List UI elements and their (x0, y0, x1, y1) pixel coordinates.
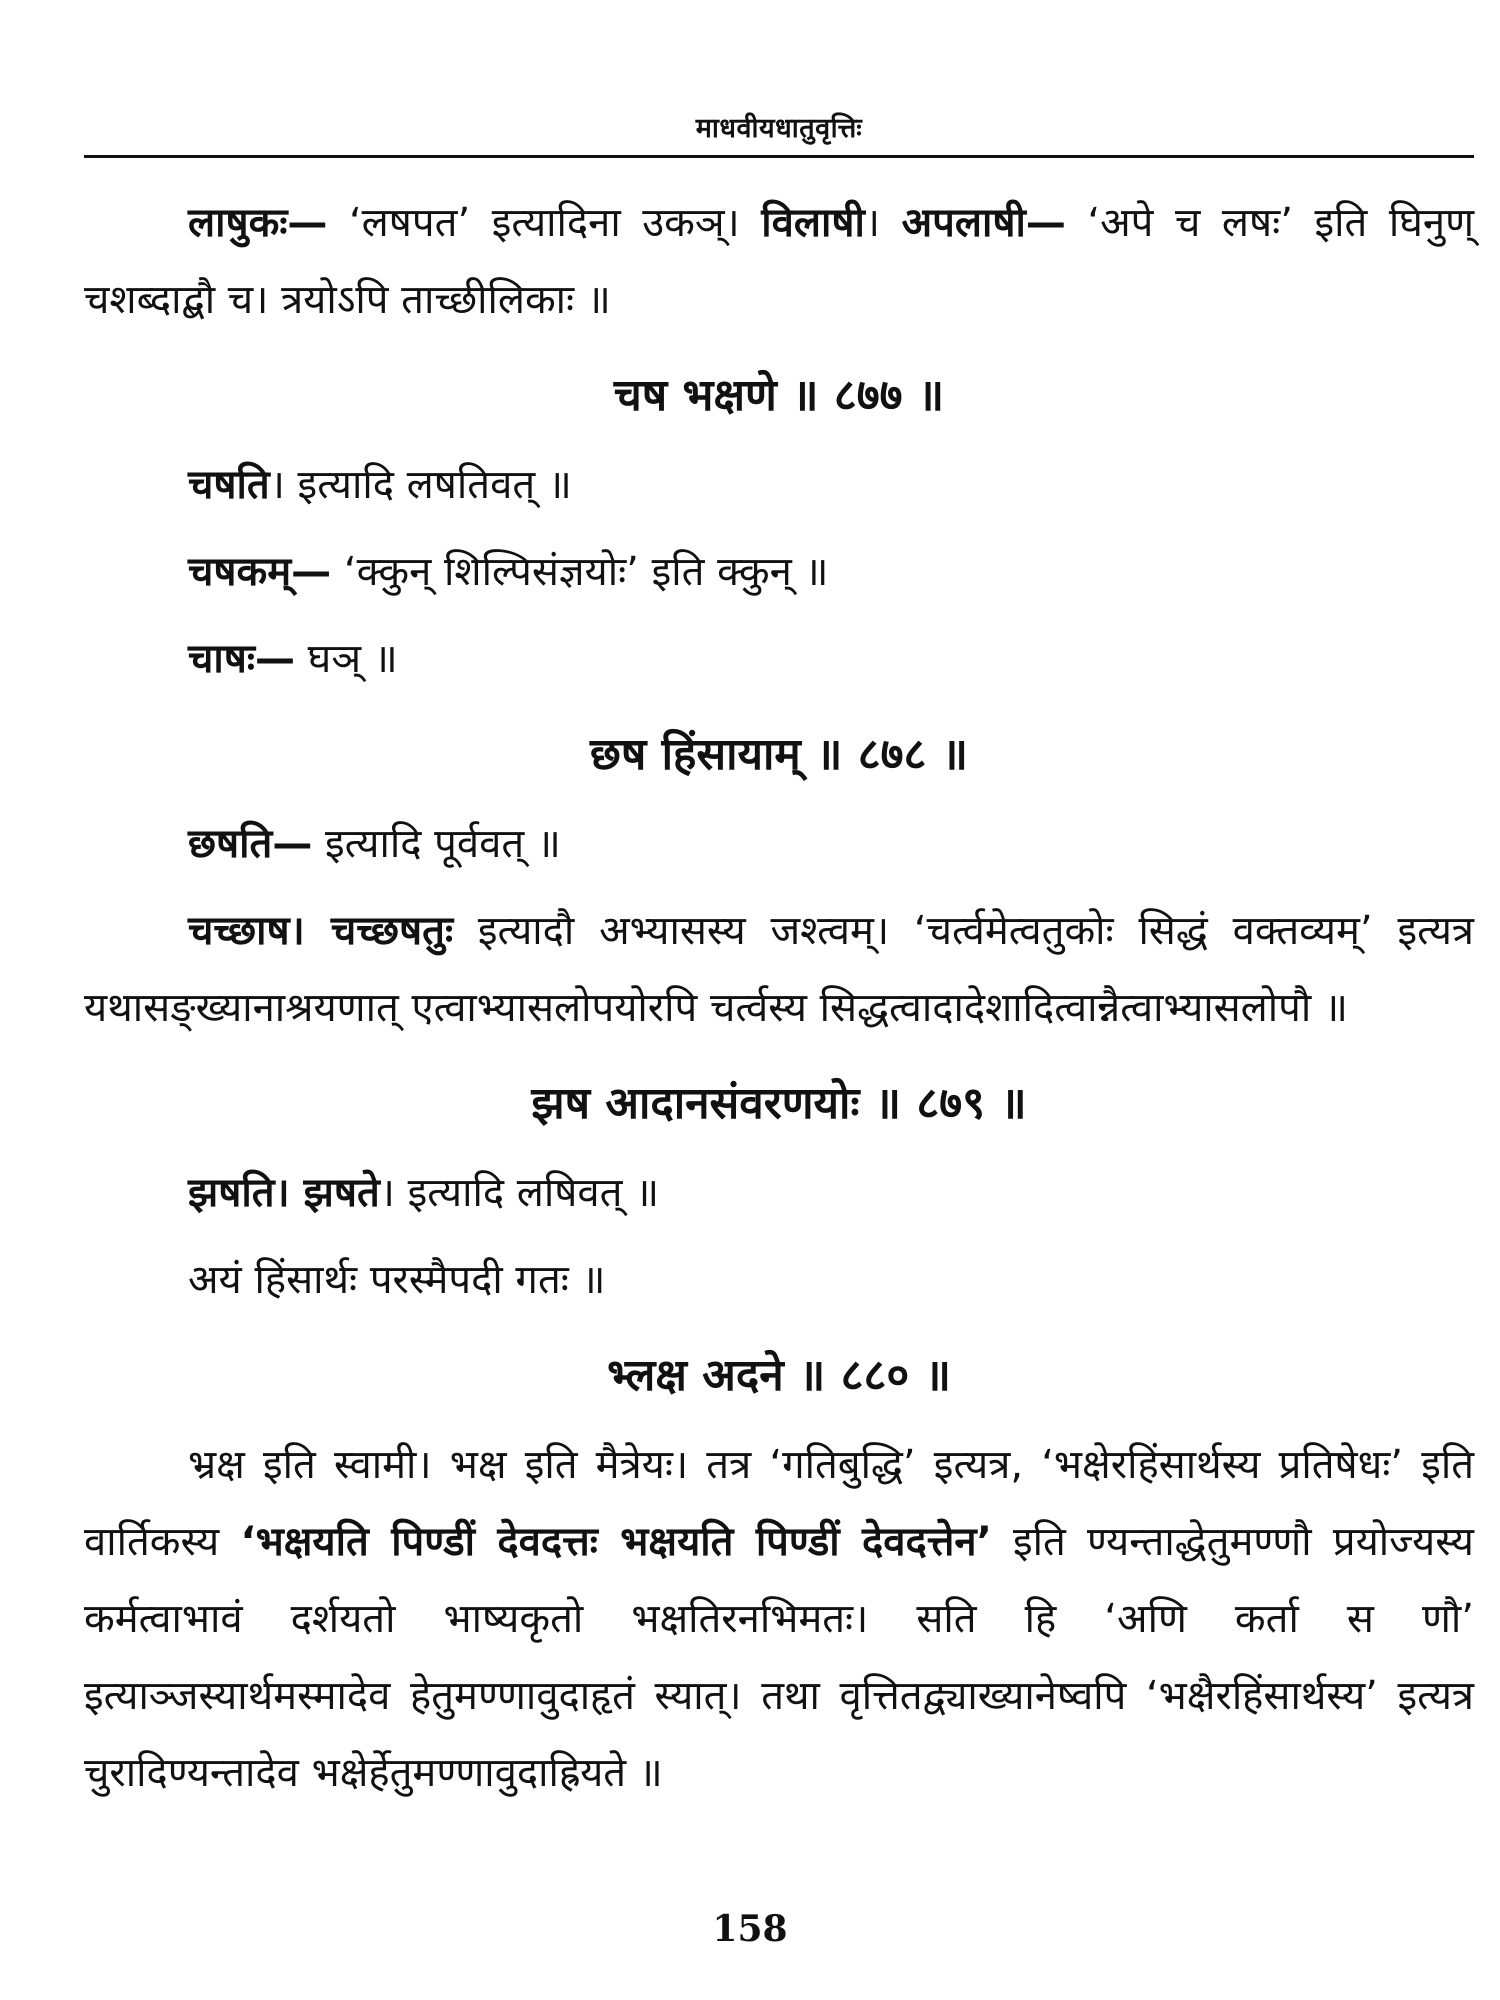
example-quote: ‘भक्षयति पिण्डीं देवदत्तः भक्षयति पिण्डीं देवदत्तेन’ (240, 1519, 992, 1565)
term-lashuka: लाषुकः— (188, 200, 328, 246)
root-heading-880: भ्लक्ष अदने ॥ ८८० ॥ (607, 1350, 951, 1401)
term-chachchhasha: चच्छाष (188, 908, 290, 954)
term-chasha: चाषः— (188, 636, 295, 682)
text-run: घञ् ॥ (294, 636, 398, 682)
root-heading-878: छष हिंसायाम् ॥ ८७८ ॥ (589, 729, 969, 780)
text-run: इत्यादि पूर्ववत् ॥ (312, 821, 561, 867)
entry-chashakam (84, 534, 1474, 611)
term-jhashate: झषते (303, 1170, 380, 1216)
term-apalashi: अपलाषी— (901, 200, 1066, 246)
paragraph-bhraksha (84, 1427, 1474, 1812)
page-number: 158 (712, 1908, 788, 1950)
paragraph-lashuka (84, 185, 1474, 339)
text-run: । (274, 1170, 304, 1216)
entry-ayam (84, 1242, 1474, 1319)
text-run: इत्यादौ अभ्यासस्य जश्त्वम्। ‘चर्त्वमेत्वतुकोः सिद्धं वक्तव्यम्’ इत्यत्र यथासङ्ख्यानाश्रयणात् एत्वाभ्यासलोपयोरपि चर्त्वस्य सिद्धत्वादादेशादित्वान्नैत्वाभ्यासलोपौ ॥ (84, 908, 1474, 1031)
term-jhashati: झषति (188, 1170, 275, 1216)
term-vilashi: विलाषी (761, 200, 865, 246)
text-run: ‘अपे च लषः’ इति घिनुण् चशब्दाद्बौ च। त्रयोऽपि ताच्छीलिकाः ॥ (84, 200, 1475, 323)
text-run: अयं हिंसार्थः परस्मैपदी गतः ॥ (188, 1257, 606, 1303)
entry-chashati (84, 447, 1474, 524)
term-chhashati: छषति— (188, 821, 313, 867)
text-run: । (864, 200, 902, 246)
text-run: । (289, 908, 331, 954)
running-head: माधवीयधातुवृत्तिः (695, 113, 863, 144)
text-run: । इत्यादि लषतिवत् ॥ (269, 462, 572, 508)
root-heading-877: चष भक्षणे ॥ ८७७ ॥ (613, 370, 945, 421)
root-heading-879: झष आदानसंवरणयोः ॥ ८७९ ॥ (531, 1078, 1027, 1129)
paragraph-chachchhasha (84, 893, 1474, 1047)
header-rule (84, 155, 1474, 158)
text-run: ‘क्कुन् शिल्पिसंज्ञयोः’ इति क्कुन् ॥ (331, 549, 829, 595)
text-run: भ्रक्ष इति स्वामी। भक्ष इति मैत्रेयः। तत्र ‘गतिबुद्धि’ इत्यत्र, ‘भक्षेरहिंसार्थस्य प्रतिषेधः’ इति वार्तिकस्य (84, 1442, 1474, 1565)
entry-chhashati (84, 806, 1474, 883)
term-chashakam: चषकम्— (188, 549, 332, 595)
text-run: ‘लषपत’ इत्यादिना उकञ्। (327, 200, 762, 246)
page-body (84, 185, 1474, 1812)
text-run: । इत्यादि लषिवत् ॥ (379, 1170, 660, 1216)
entry-jhashati (84, 1155, 1474, 1232)
text-run: इति ण्यन्ताद्धेतुमण्णौ प्रयोज्यस्य कर्मत्वाभावं दर्शयतो भाष्यकृतो भक्षतिरनभिमतः। सति हि ‘अणि कर्ता स णौ’ इत्याञ्जस्यार्थमस्मादेव हेतुमण्णावुदाहृतं स्यात्। तथा वृत्तितद्व्याख्यानेष्वपि ‘भक्षैरहिंसार्थस्य’ इत्यत्र चुरादिण्यन्तादेव भक्षेर्हेतुमण्णावुदाह्रियते ॥ (84, 1519, 1474, 1796)
term-chachchhashatu: चच्छषतुः (330, 908, 454, 954)
entry-chasha (84, 621, 1474, 698)
term-chashati: चषति (188, 462, 270, 508)
